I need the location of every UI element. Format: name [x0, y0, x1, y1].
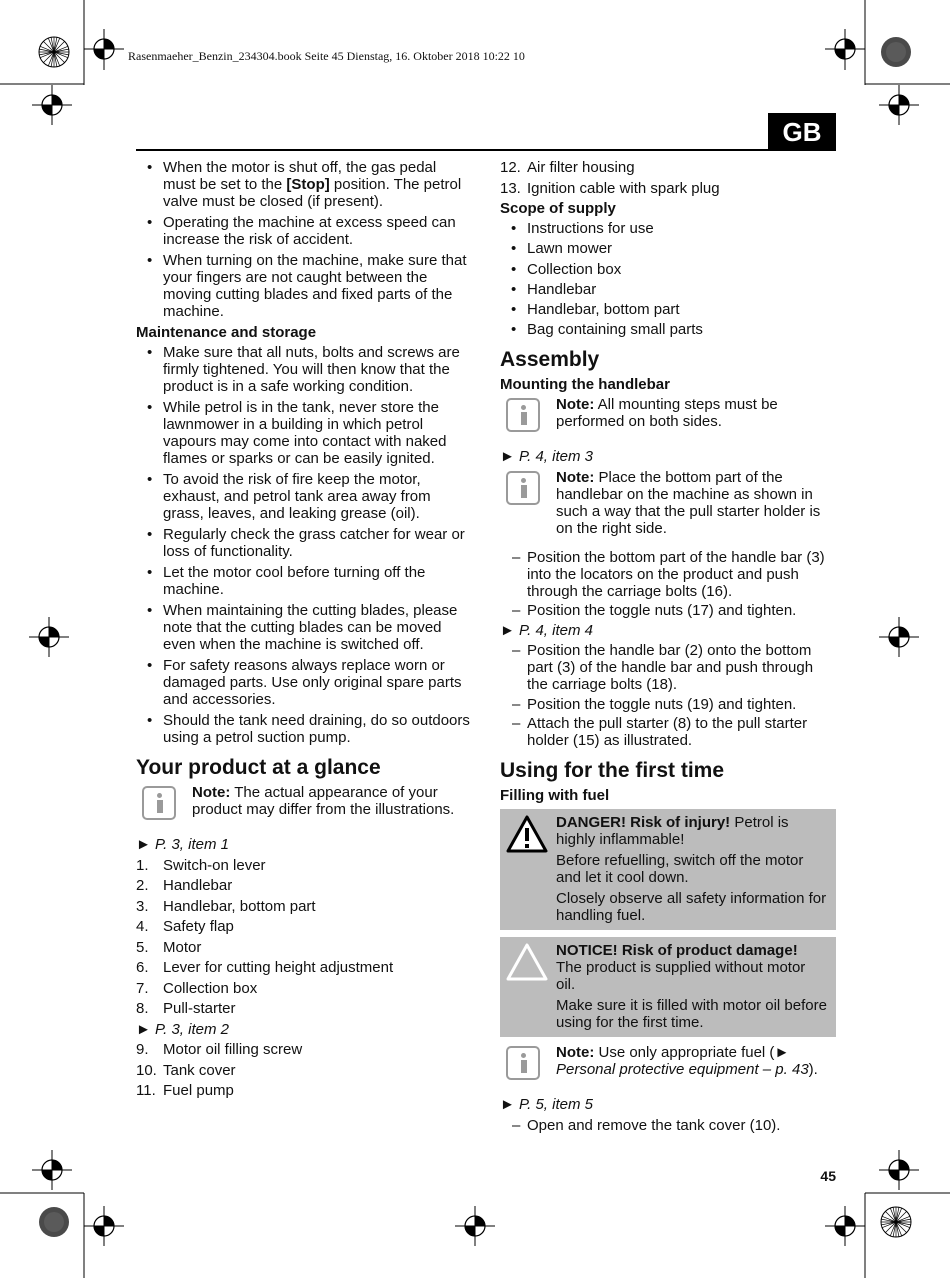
- figure-reference-2: ► P. 3, item 2: [136, 1020, 229, 1038]
- item-label: Safety flap: [163, 918, 234, 935]
- item-number: 13.: [500, 179, 521, 197]
- list-item: [136, 877, 471, 894]
- warning-triangle-icon: [506, 815, 548, 853]
- glance-note: [136, 784, 471, 824]
- component-list-continued: [500, 159, 836, 197]
- scope-item: • Lawn mower: [500, 240, 836, 257]
- scope-heading: Scope of supply: [500, 200, 616, 217]
- arrow-right-icon: ►: [136, 836, 151, 853]
- steps-list-5: [500, 1117, 836, 1134]
- filling-heading: Filling with fuel: [500, 787, 610, 805]
- item-number: 9.: [136, 1041, 149, 1058]
- item-label: Fuel pump: [163, 1082, 234, 1099]
- item-label: Pull-starter: [163, 1000, 236, 1017]
- item-label: Ignition cable with spark plug: [527, 179, 720, 197]
- bullet-item: • To avoid the risk of fire keep the motor, exhaust, and petrol tank area away from grass, leaves, and leaking grease (oil).: [136, 471, 471, 522]
- bottom-part-note: Note: Place the bottom part of the handlebar on the machine as shown in such a way that the pull starter holder is on the right side.: [500, 469, 836, 537]
- item-number: 11.: [136, 1082, 156, 1099]
- list-item: [136, 939, 471, 956]
- info-icon: [506, 398, 540, 432]
- bullet-item: • Make sure that all nuts, bolts and screws are firmly tightened. You will then know that the product is in a safe working condition.: [136, 344, 471, 395]
- list-item: [136, 857, 471, 874]
- bullet-item: • While petrol is in the tank, never store the lawnmower in a building in which petrol vapours may come into contact with naked flames or sparks or can be easily ignited.: [136, 399, 471, 467]
- component-list-2: [136, 1041, 471, 1099]
- item-number: 2.: [136, 877, 149, 894]
- step-item: – Open and remove the tank cover (10).: [500, 1117, 836, 1134]
- bullet-text: position. The petrol valve must be closed (if present).: [163, 176, 462, 210]
- item-number: 3.: [136, 897, 149, 915]
- notice-text-2: Make sure it is filled with motor oil before using for the first time.: [556, 997, 827, 1032]
- step-item: – Attach the pull starter (8) to the pull starter holder (15) as illustrated.: [500, 715, 836, 749]
- bullet-text: When the motor is shut off, the gas pedal must be set to the: [163, 159, 437, 193]
- scope-item: • Bag containing small parts: [500, 321, 836, 338]
- bullet-item: • Regularly check the grass catcher for wear or loss of functionality.: [136, 526, 471, 560]
- item-number: 12.: [500, 159, 521, 176]
- mounting-note: Note: All mounting steps must be performed on both sides.: [500, 396, 836, 436]
- info-icon: [506, 471, 540, 505]
- scope-item: • Handlebar: [500, 281, 836, 298]
- list-item: [500, 180, 836, 197]
- item-label: Switch-on lever: [163, 856, 266, 874]
- component-list-1: [136, 857, 471, 1018]
- note-label: Note:: [192, 784, 231, 801]
- left-column: [136, 159, 471, 1103]
- maintenance-heading: Maintenance and storage: [136, 324, 317, 341]
- arrow-right-icon: ►: [500, 621, 515, 639]
- list-item: [136, 959, 471, 976]
- figure-reference-3: ► P. 4, item 3: [500, 448, 593, 466]
- assembly-heading: Assembly: [500, 348, 600, 372]
- note-text: The actual appearance of your product may differ from the illustrations.: [192, 784, 455, 818]
- bullet-text: When turning on the machine, make sure that your fingers are not caught between the moving cutting blades and fixed parts of the machine.: [163, 252, 467, 320]
- bullet-bold-text: [Stop]: [286, 176, 330, 193]
- figure-reference-4: ► P. 4, item 4: [500, 621, 593, 639]
- item-label: Motor: [163, 938, 202, 956]
- item-number: 5.: [136, 938, 149, 956]
- danger-text-2: Before refuelling, switch off the motor and let it cool down.: [556, 852, 804, 887]
- step-item: – Position the toggle nuts (17) and tighten.: [500, 602, 836, 619]
- arrow-right-icon: ►: [500, 448, 515, 466]
- mounting-heading: Mounting the handlebar: [500, 376, 670, 394]
- bullet-text: Operating the machine at excess speed can increase the risk of accident.: [163, 214, 456, 248]
- scope-item: • Instructions for use: [500, 220, 836, 237]
- list-item: [500, 159, 836, 176]
- scope-item: • Collection box: [500, 261, 836, 278]
- header-rule: [136, 149, 836, 151]
- arrow-right-icon: ►: [136, 1020, 151, 1038]
- item-number: 8.: [136, 1000, 149, 1017]
- item-number: 6.: [136, 959, 149, 976]
- bullet-item: [136, 252, 471, 320]
- arrow-right-icon: ►: [500, 1096, 515, 1114]
- list-item: [136, 1041, 471, 1058]
- bullet-item: • When maintaining the cutting blades, please note that the cutting blades can be moved even when the machine is switched off.: [136, 602, 471, 653]
- item-number: 1.: [136, 856, 149, 874]
- language-tag: GB: [768, 113, 836, 151]
- bullet-item: • For safety reasons always replace worn or damaged parts. Use only original spare parts and accessories.: [136, 657, 471, 708]
- bullet-item: [136, 214, 471, 248]
- item-label: Handlebar: [163, 877, 233, 894]
- step-item: – Position the toggle nuts (19) and tighten.: [500, 696, 836, 713]
- bullet-item: • Should the tank need draining, do so outdoors using a petrol suction pump.: [136, 712, 471, 746]
- danger-title: DANGER! Risk of injury!: [556, 814, 731, 832]
- list-item: [136, 898, 471, 915]
- step-item: – Position the bottom part of the handle bar (3) into the locators on the product and push through the carriage bolts (16).: [500, 549, 836, 600]
- notice-title: NOTICE! Risk of product damage!: [556, 942, 798, 960]
- glance-heading: Your product at a glance: [136, 756, 381, 779]
- safety-bullet-list: [136, 159, 471, 320]
- list-item: [136, 1000, 471, 1017]
- scope-item: • Handlebar, bottom part: [500, 301, 836, 318]
- fuel-note: Note: Use only appropriate fuel (► Personal protective equipment – p. 43).: [500, 1044, 836, 1084]
- item-label: Collection box: [163, 979, 258, 997]
- steps-list-4: [500, 642, 836, 749]
- item-label: Handlebar, bottom part: [163, 897, 316, 915]
- list-item: [136, 1062, 471, 1079]
- item-number: 4.: [136, 918, 149, 935]
- scope-of-supply-list: [500, 220, 836, 338]
- info-icon: [142, 786, 176, 820]
- danger-box: DANGER! Risk of injury! Petrol is highly inflammable! Before refuelling, switch off the motor and let it cool down. Closely observe all safety information for handling fuel.: [500, 809, 836, 930]
- figure-reference-5: ► P. 5, item 5: [500, 1096, 593, 1114]
- item-label: Air filter housing: [527, 159, 635, 176]
- bullet-item: • Let the motor cool before turning off the machine.: [136, 564, 471, 598]
- info-icon: [506, 1046, 540, 1080]
- item-label: Tank cover: [163, 1061, 236, 1079]
- steps-list-3: [500, 549, 836, 620]
- item-label: Motor oil filling screw: [163, 1041, 303, 1058]
- first-time-heading: Using for the first time: [500, 759, 725, 783]
- maintenance-bullet-list: [136, 344, 471, 746]
- item-label: Lever for cutting height adjustment: [163, 959, 394, 976]
- notice-text-1: The product is supplied without motor oil.: [556, 959, 806, 994]
- right-column: [500, 159, 836, 1136]
- item-number: 7.: [136, 979, 149, 997]
- list-item: [136, 980, 471, 997]
- file-metadata-header: Rasenmaeher_Benzin_234304.book Seite 45 Dienstag, 16. Oktober 2018 10:22 10: [128, 49, 525, 63]
- item-number: 10.: [136, 1061, 157, 1079]
- page-number: 45: [820, 1168, 836, 1184]
- list-item: [136, 918, 471, 935]
- cross-reference-link[interactable]: ► Personal protective equipment – p. 43: [556, 1044, 809, 1079]
- step-item: – Position the handle bar (2) onto the bottom part (3) of the handle bar and push through the carriage bolts (18).: [500, 642, 836, 693]
- list-item: [136, 1082, 471, 1099]
- caution-triangle-icon: [506, 943, 548, 981]
- notice-box: [500, 937, 836, 1037]
- figure-reference-1: ► P. 3, item 1: [136, 836, 229, 853]
- bullet-item: [136, 159, 471, 210]
- danger-text-3: Closely observe all safety information for handling fuel.: [556, 890, 827, 925]
